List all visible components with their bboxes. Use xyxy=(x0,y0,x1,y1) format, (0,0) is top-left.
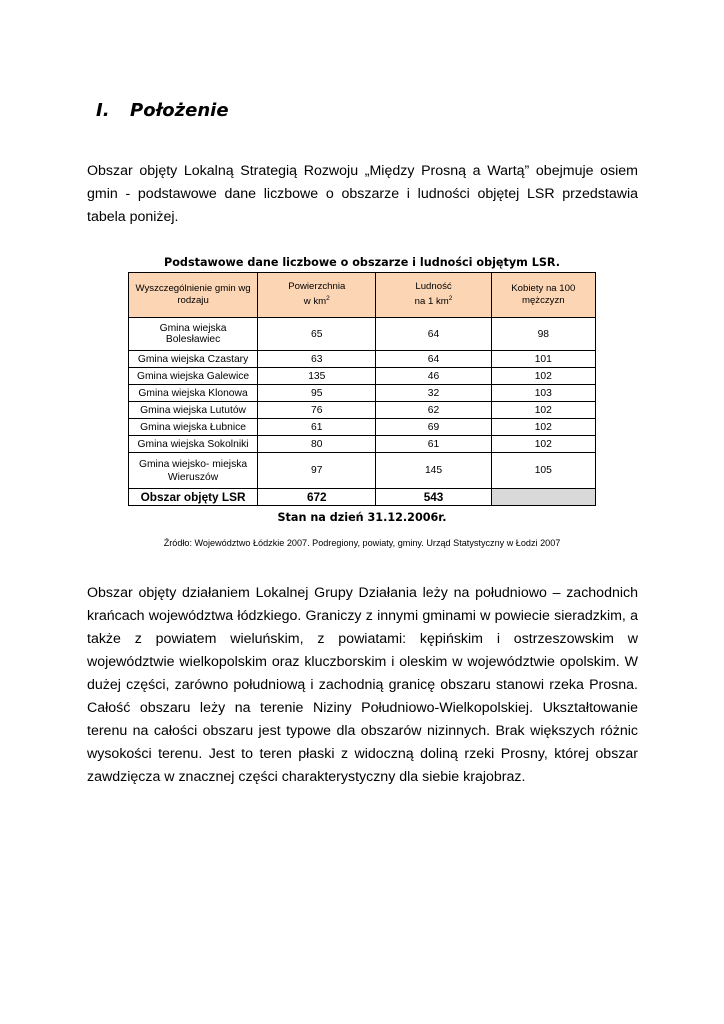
table-row xyxy=(129,453,596,489)
table-total-row xyxy=(129,489,596,506)
cell-area: 97 xyxy=(258,453,376,489)
cell-area: 95 xyxy=(258,385,376,402)
header-population-sup: 2 xyxy=(448,295,453,303)
cell-area: 61 xyxy=(258,419,376,436)
cell-municipality: Gmina wiejska Czastary xyxy=(129,351,258,368)
source-note: Źródło: Województwo Łódzkie 2007. Podregiony, powiaty, gminy. Urząd Statystyczny w Łodzi 2007 xyxy=(163,538,561,548)
header-population-line1: Ludność xyxy=(415,281,452,293)
table-header-row xyxy=(129,273,596,318)
section-number: I. xyxy=(96,100,110,121)
header-population xyxy=(376,273,491,318)
cell-population: 62 xyxy=(376,402,491,419)
table-row xyxy=(129,318,596,351)
cell-women-ratio: 101 xyxy=(491,351,595,368)
cell-population: 64 xyxy=(376,351,491,368)
header-population-line2: na 1 km xyxy=(414,296,449,308)
total-population: 543 xyxy=(376,489,491,506)
cell-municipality: Gmina wiejska Bolesławiec xyxy=(129,318,258,351)
cell-women-ratio: 102 xyxy=(491,368,595,385)
header-area xyxy=(258,273,376,318)
cell-area: 76 xyxy=(258,402,376,419)
cell-area: 80 xyxy=(258,436,376,453)
table-row xyxy=(129,351,596,368)
cell-municipality: Gmina wiejska Klonowa xyxy=(129,385,258,402)
cell-women-ratio: 102 xyxy=(491,402,595,419)
statistics-table xyxy=(128,272,596,506)
cell-area: 63 xyxy=(258,351,376,368)
cell-women-ratio: 98 xyxy=(491,318,595,351)
cell-women-ratio: 105 xyxy=(491,453,595,489)
table-row xyxy=(129,402,596,419)
table-row xyxy=(129,368,596,385)
header-women-ratio: Kobiety na 100 mężczyzn xyxy=(491,273,595,318)
date-note: Stan na dzień 31.12.2006r. xyxy=(277,511,447,524)
header-municipality: Wyszczególnienie gmin wg rodzaju xyxy=(129,273,258,318)
table-caption: Podstawowe dane liczbowe o obszarze i ludności objętym LSR. xyxy=(164,256,560,269)
cell-women-ratio: 102 xyxy=(491,419,595,436)
cell-municipality: Gmina wiejska Sokolniki xyxy=(129,436,258,453)
cell-municipality: Gmina wiejska Galewice xyxy=(129,368,258,385)
cell-area: 65 xyxy=(258,318,376,351)
header-area-sup: 2 xyxy=(326,295,330,303)
table-row xyxy=(129,436,596,453)
cell-municipality: Gmina wiejska Lututów xyxy=(129,402,258,419)
cell-population: 46 xyxy=(376,368,491,385)
section-title: Położenie xyxy=(130,100,229,121)
cell-municipality: Gmina wiejsko- miejska Wieruszów xyxy=(129,453,258,489)
total-label: Obszar objęty LSR xyxy=(129,489,258,506)
cell-area: 135 xyxy=(258,368,376,385)
header-area-line1: Powierzchnia xyxy=(288,281,346,293)
section-heading xyxy=(96,100,229,121)
cell-municipality: Gmina wiejska Łubnice xyxy=(129,419,258,436)
cell-women-ratio: 103 xyxy=(491,385,595,402)
cell-population: 32 xyxy=(376,385,491,402)
table-row xyxy=(129,385,596,402)
cell-women-ratio: 102 xyxy=(491,436,595,453)
header-area-line2: w km xyxy=(303,296,327,308)
intro-paragraph: Obszar objęty Lokalną Strategią Rozwoju „Między Prosną a Wartą” obejmuje osiem gmin - podstawowe dane liczbowe o obszarze i ludności objętej LSR przedstawia tabela poniżej. xyxy=(87,163,638,225)
cell-population: 64 xyxy=(376,318,491,351)
total-area: 672 xyxy=(258,489,376,506)
description-paragraph: Obszar objęty działaniem Lokalnej Grupy Działania leży na południowo – zachodnich krańcach województwa łódzkiego. Graniczy z innymi gminami w powiecie sieradzkim, a także z powiatem wieluńskim, z powiatami: kępińskim i ostrzeszowskim w województwie wielkopolskim oraz kluczborskim i oleskim w województwie opolskim. W dużej części, zarówno południową i zachodnią granicę obszaru stanowi rzeka Prosna. Całość obszaru leży na terenie Niziny Południowo-Wielkopolskiej. Ukształtowanie terenu na całości obszaru jest typowe dla obszarów nizinnych. Brak większych różnic wysokości terenu. Jest to teren płaski z widoczną doliną rzeki Prosny, której obszar zawdzięcza w znacznej części charakterystyczny dla siebie krajobraz. xyxy=(87,585,638,785)
table-row xyxy=(129,419,596,436)
cell-population: 61 xyxy=(376,436,491,453)
cell-population: 145 xyxy=(376,453,491,489)
cell-population: 69 xyxy=(376,419,491,436)
total-empty-cell xyxy=(491,489,595,506)
